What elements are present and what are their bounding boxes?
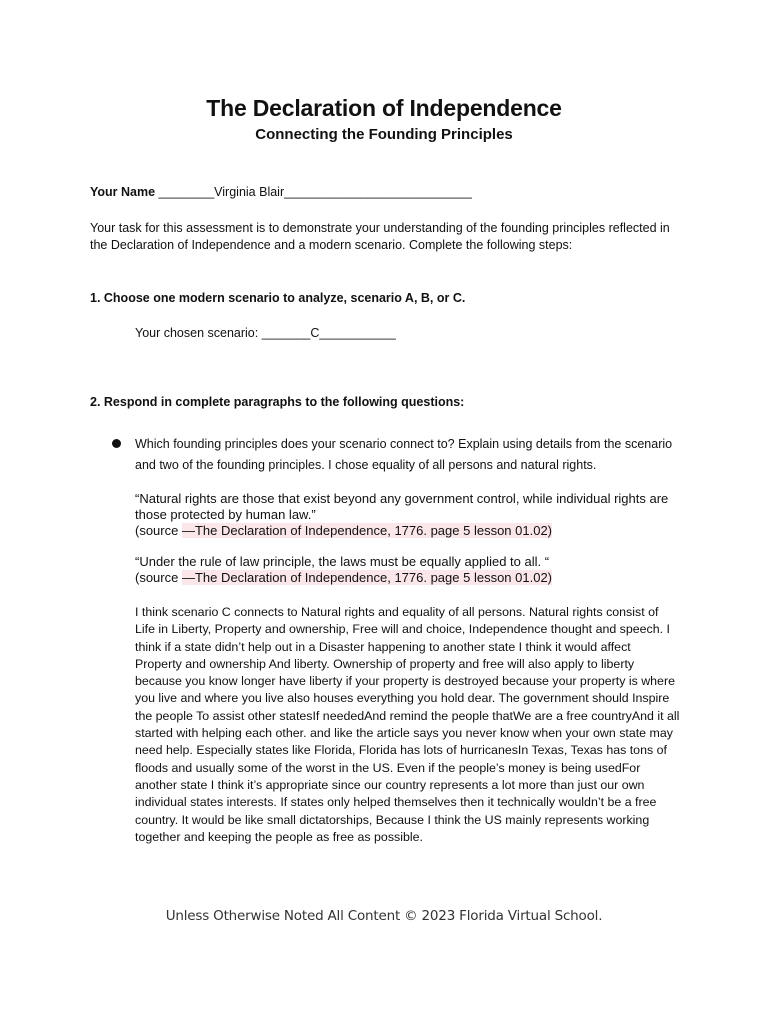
quote-2-source-highlight: —The Declaration of Independence, 1776. page 5 lesson 01.02) <box>181 570 553 585</box>
page-title: The Declaration of Independence <box>206 95 562 121</box>
name-label: Your Name <box>90 185 156 199</box>
quote-1-text: “Natural rights are those that exist beyond any government control, while individual rights are those protected by human law.” <box>135 491 669 522</box>
name-value: ________Virginia Blair___________________________ <box>155 185 472 199</box>
page-subtitle: Connecting the Founding Principles <box>255 126 513 143</box>
quote-2-source <box>135 570 695 586</box>
quote-2 <box>135 554 695 586</box>
step-2-heading: 2. Respond in complete paragraphs to the following questions: <box>90 395 465 409</box>
copyright-footer: Unless Otherwise Noted All Content © 2023 Florida Virtual School. <box>165 908 603 924</box>
task-instructions: Your task for this assessment is to demonstrate your understanding of the founding principles reflected in the Declaration of Independence and a modern scenario. Complete the following steps: <box>90 221 670 252</box>
quote-2-source-prefix: (source <box>135 570 182 585</box>
quote-1-source <box>135 523 695 539</box>
quote-1-source-highlight: —The Declaration of Independence, 1776. page 5 lesson 01.02) <box>181 523 553 538</box>
step-1-heading: 1. Choose one modern scenario to analyze, scenario A, B, or C. <box>90 291 466 305</box>
chosen-scenario-line: Your chosen scenario: _______C___________ <box>135 326 396 340</box>
name-line <box>90 184 472 201</box>
quote-1-source-prefix: (source <box>135 523 182 538</box>
question-1: Which founding principles does your scenario connect to? Explain using details from the scenario and two of the founding principles. I chose equality of all persons and natural rights. <box>135 437 673 472</box>
quote-2-text: “Under the rule of law principle, the laws must be equally applied to all. “ <box>135 554 550 569</box>
bullet-icon <box>112 439 121 448</box>
quote-1 <box>135 491 695 539</box>
answer-paragraph: I think scenario C connects to Natural rights and equality of all persons. Natural rights consist of Life in Liberty, Property and ownership, Free will and choice, Independence thought and speech. I think if a state didn’t help out in a Disaster happening to another state I think it would affect Property and ownership And liberty. Ownership of property and free will also apply to liberty because you know longer have liberty if your property is destroyed because your property is where you live and where you live also houses everything you hold dear. The government should Inspire the people To assist other statesIf neededAnd remind the people thatWe are a free countryAnd it all started with helping each other. and like the article says you never know when your own state may need help. Especially states like Florida, Florida has lots of hurricanesIn Texas, Texas has tons of floods and usually some of the worst in the US. Even if the people’s money is being usedFor another state I think it’s appropriate since our country represents a lot more than just our own individual states interests. If states only helped themselves then it technically wouldn’t be a free country. It would be like small dictatorships, Because I think the US mainly represents working together and keeping the people as free as possible. <box>135 605 680 844</box>
